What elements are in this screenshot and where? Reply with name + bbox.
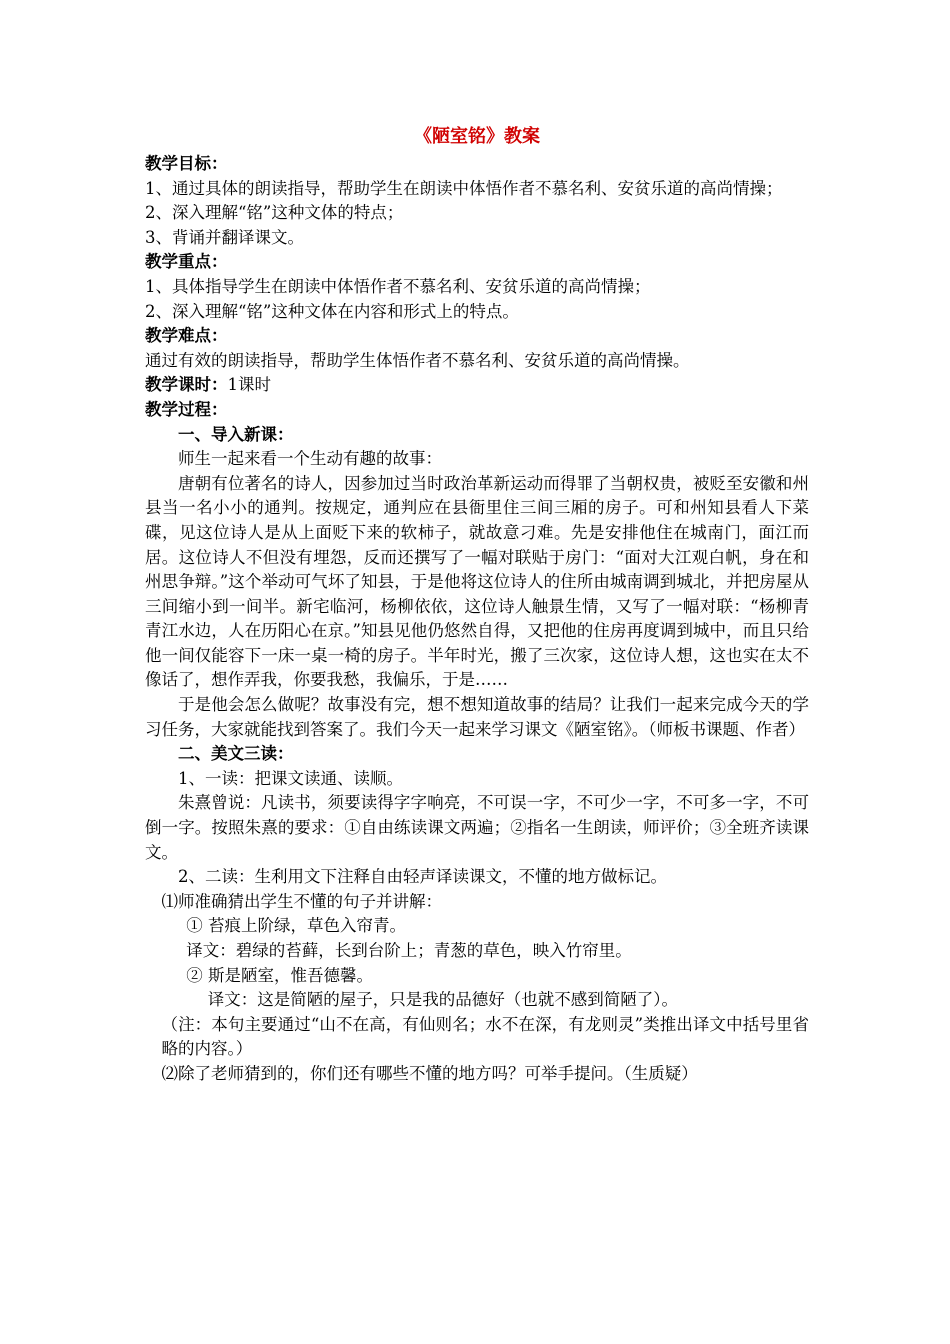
paragraph: 于是他会怎么做呢？故事没有完，想不想知道故事的结局？让我们一起来完成今天的学习任务，大家就能找到答案了。我们今天一起来学习课文《陋室铭》。（师板书课题、作者） (145, 695, 809, 739)
document-page (145, 122, 809, 1087)
note: （注：本句主要通过“山不在高，有仙则名；水不在深，有龙则灵”类推出译文中括号里省略的内容。） (161, 1014, 809, 1059)
key-point-item: 1、具体指导学生在朗读中体悟作者不慕名利、安贫乐道的高尚情操； (145, 276, 651, 296)
class-hours-value: 1课时 (227, 375, 271, 395)
sentence-item: ① 苔痕上阶绿，草色入帘青。 (186, 916, 406, 936)
class-hours-label: 教学课时： (145, 375, 228, 395)
story-paragraph: 唐朝有位著名的诗人，因参加过当时政治革新运动而得罪了当朝权贵，被贬至安徽和州县当一名小小的通判。按规定，通判应在县衙里住三间三厢的房子。可和州知县看人下菜碟，见这位诗人是从上面贬下来的软柿子，就故意刁难。先是安排他住在城南门，面江而居。这位诗人不但没有埋怨，反而还撰写了一幅对联贴于房门：“面对大江观白帆，身在和州思争辩。”这个举动可气坏了知县，于是他将这位诗人的住所由城南调到城北，并把房屋从三间缩小到一间半。新宅临河，杨柳依依，这位诗人触景生情，又写了一幅对联：“杨柳青青江水边，人在历阳心在京。”知县见他仍悠然自得，又把他的住房再度调到城中，而且只给他一间仅能容下一床一桌一椅的房子。半年时光，搬了三次家，这位诗人想，这也实在太不像话了，想作弄我，你要我愁，我偏乐，于是…… (145, 473, 809, 690)
paragraph: 2、二读：生利用文下注释自由轻声译读课文，不懂的地方做标记。 (178, 867, 667, 887)
difficulty-item: 通过有效的朗读指导，帮助学生体悟作者不慕名利、安贫乐道的高尚情操。 (145, 350, 690, 370)
key-points-heading: 教学重点： (145, 252, 228, 272)
difficulty-heading: 教学难点： (145, 326, 228, 346)
goal-item: 1、通过具体的朗读指导，帮助学生在朗读中体悟作者不慕名利、安贫乐道的高尚情操； (145, 178, 783, 198)
sub-step: ⑴师准确猜出学生不懂的句子并讲解： (161, 891, 442, 911)
process-heading: 教学过程： (145, 399, 228, 419)
paragraph: 朱熹曾说：凡读书，须要读得字字响亮，不可误一字，不可少一字，不可多一字，不可倒一字。按照朱熹的要求：①自由练读课文两遍；②指名一生朗读，师评价；③全班齐读课文。 (145, 793, 809, 862)
translation-item: 译文：这是简陋的屋子，只是我的品德好（也就不感到简陋了）。 (207, 990, 678, 1010)
section-heading-intro: 一、导入新课： (178, 424, 294, 444)
goals-heading: 教学目标： (145, 154, 228, 173)
goal-item: 2、深入理解“铭”这种文体的特点； (145, 203, 404, 223)
section-heading-reading: 二、美文三读： (178, 744, 294, 764)
document-title: 《陋室铭》教案 (414, 126, 540, 147)
key-point-item: 2、深入理解“铭”这种文体在内容和形式上的特点。 (145, 301, 519, 321)
sentence-item: ② 斯是陋室，惟吾德馨。 (186, 965, 373, 985)
translation-item: 译文：碧绿的苔藓，长到台阶上；青葱的草色，映入竹帘里。 (186, 941, 632, 960)
goal-item: 3、背诵并翻译课文。 (145, 227, 304, 247)
paragraph: 1、一读：把课文读通、读顺。 (178, 768, 403, 788)
class-hours (145, 373, 809, 398)
sub-step: ⑵除了老师猜到的，你们还有哪些不懂的地方吗？可举手提问。（生质疑） (161, 1063, 698, 1083)
paragraph: 师生一起来看一个生动有趣的故事： (178, 449, 442, 469)
